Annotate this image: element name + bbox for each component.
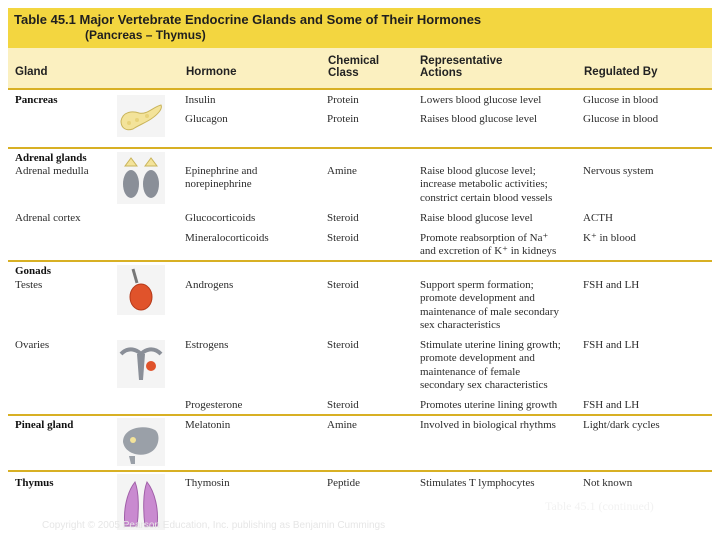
hormone-cell: Estrogens — [185, 339, 229, 351]
regulated-cell: Glucose in blood — [583, 94, 659, 106]
header-chemical-class: Chemical Class — [328, 55, 380, 79]
class-cell: Peptide — [327, 477, 360, 489]
gland-testes: Testes — [15, 279, 43, 291]
section-divider — [8, 260, 712, 262]
class-cell: Steroid — [327, 279, 359, 291]
pancreas-icon — [117, 95, 165, 137]
continued-label: Table 45.1 (continued) — [545, 499, 654, 513]
hormone-cell: Androgens — [185, 279, 234, 291]
class-cell: Steroid — [327, 399, 359, 411]
ovary-icon — [117, 340, 165, 388]
regulated-cell: Light/dark cycles — [583, 419, 660, 431]
testis-icon — [117, 265, 165, 315]
regulated-cell: Glucose in blood — [583, 113, 659, 125]
regulated-cell: FSH and LH — [583, 339, 640, 351]
gland-thymus: Thymus — [15, 477, 54, 489]
hormone-cell: Epinephrine and norepinephrine — [185, 165, 258, 191]
section-divider — [8, 88, 712, 90]
action-cell: Promotes uterine lining growth — [420, 399, 558, 411]
class-cell: Steroid — [327, 232, 359, 244]
class-cell: Steroid — [327, 212, 359, 224]
regulated-cell: Nervous system — [583, 165, 654, 177]
header-hormone: Hormone — [186, 66, 237, 78]
class-cell: Protein — [327, 94, 359, 106]
table-subtitle: (Pancreas – Thymus) — [85, 28, 206, 42]
gland-pancreas: Pancreas — [15, 94, 58, 106]
hormone-cell: Melatonin — [185, 419, 231, 431]
action-cell: Raise blood glucose level — [420, 212, 533, 224]
action-cell: Raises blood glucose level — [420, 113, 538, 125]
regulated-cell: ACTH — [583, 212, 613, 224]
adrenal-glands-icon — [117, 152, 165, 204]
header-regulated-by: Regulated By — [584, 66, 658, 78]
header-gland: Gland — [15, 66, 48, 78]
gland-adrenal-cortex: Adrenal cortex — [15, 212, 81, 224]
hormone-cell: Progesterone — [185, 399, 243, 411]
gland-group-gonads: Gonads — [15, 265, 52, 277]
class-cell: Protein — [327, 113, 359, 125]
action-cell: Raise blood glucose level; increase metabolic activities; constrict certain blood vessels — [420, 165, 553, 204]
hormone-cell: Glucocorticoids — [185, 212, 256, 224]
section-divider — [8, 414, 712, 416]
regulated-cell: Not known — [583, 477, 633, 489]
class-cell: Steroid — [327, 339, 359, 351]
table-title: Table 45.1 Major Vertebrate Endocrine Glands and Some of Their Hormones — [14, 12, 482, 27]
regulated-cell: FSH and LH — [583, 399, 640, 411]
class-cell: Amine — [327, 419, 357, 431]
regulated-cell: K⁺ in blood — [583, 232, 636, 244]
action-cell: Stimulates T lymphocytes — [420, 477, 535, 489]
gland-pineal: Pineal gland — [15, 419, 74, 431]
regulated-cell: FSH and LH — [583, 279, 640, 291]
action-cell: Promote reabsorption of Na⁺ and excretion of K⁺ in kidneys — [420, 232, 557, 258]
gland-group-adrenal: Adrenal glands — [15, 152, 87, 164]
pineal-gland-icon — [117, 418, 165, 466]
gland-adrenal-medulla: Adrenal medulla — [15, 165, 89, 177]
copyright-notice: Copyright © 2005 Pearson Education, Inc. publishing as Benjamin Cummings — [42, 520, 386, 531]
action-cell: Support sperm formation; promote development and maintenance of male secondary sex characteristics — [420, 279, 559, 332]
action-cell: Stimulate uterine lining growth; promote development and maintenance of female secondary sex characteristics — [420, 339, 561, 392]
action-cell: Lowers blood glucose level — [420, 94, 542, 106]
gland-ovaries: Ovaries — [15, 339, 50, 351]
class-cell: Amine — [327, 165, 357, 177]
hormone-cell: Mineralocorticoids — [185, 232, 269, 244]
section-divider — [8, 470, 712, 472]
hormone-cell: Thymosin — [185, 477, 230, 489]
header-representative-actions: Representative Actions — [420, 55, 503, 79]
section-divider — [8, 147, 712, 149]
hormone-cell: Glucagon — [185, 113, 228, 125]
action-cell: Involved in biological rhythms — [420, 419, 556, 431]
hormone-cell: Insulin — [185, 94, 216, 106]
